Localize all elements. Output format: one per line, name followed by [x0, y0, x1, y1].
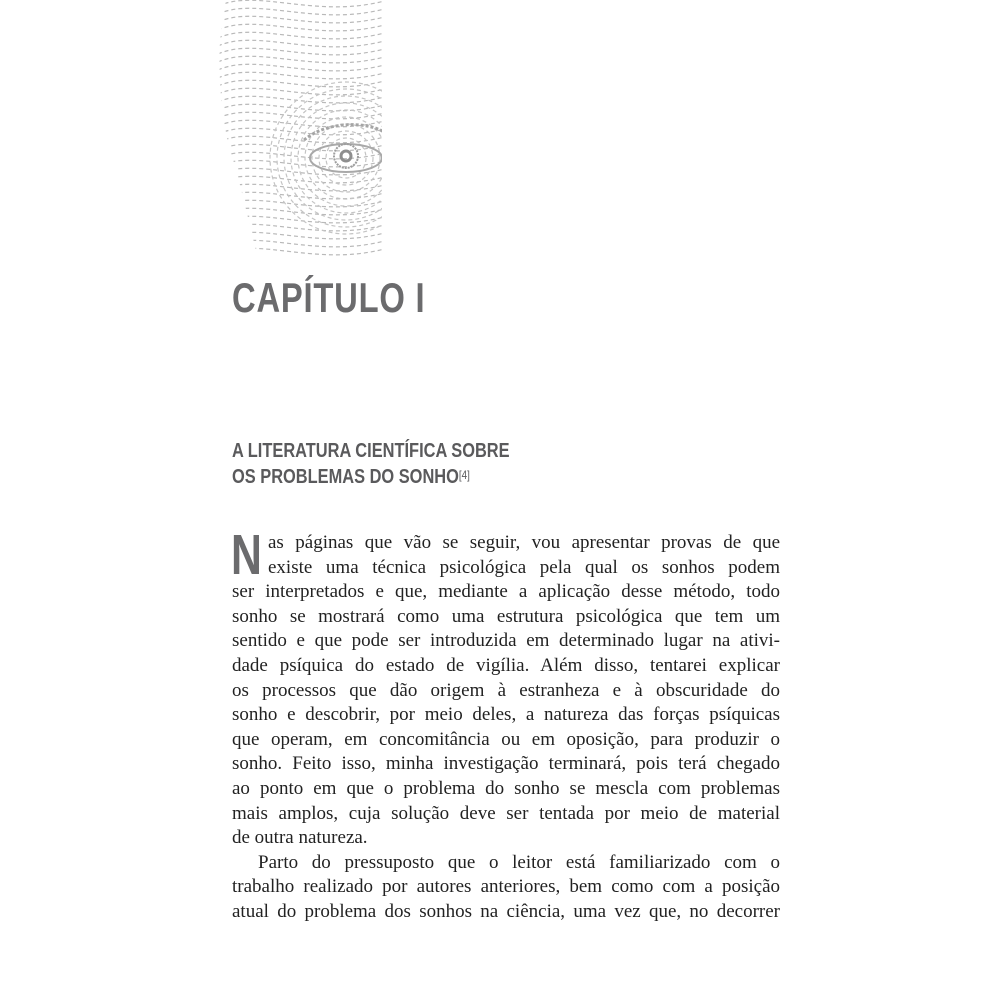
paragraph [231, 523, 780, 851]
section-heading-line-1: A LITERATURA CIENTÍFICA SOBRE [232, 440, 510, 462]
text-line: atual do problema dos sonhos na ciência, uma vez que, no decorrer [232, 900, 780, 922]
engraved-eye-illustration [218, 0, 384, 260]
text-line: que operam, em concomitância ou em oposição, para produzir o [232, 728, 780, 750]
text-line: ser interpretados e que, mediante a aplicação desse método, todo [232, 581, 780, 603]
drop-cap: N [231, 523, 262, 587]
paragraph [232, 851, 780, 925]
body-text [231, 523, 780, 925]
section-heading-line-2: OS PROBLEMAS DO SONHO [232, 466, 459, 488]
text-line: dade psíquica do estado de vigília. Além disso, tentarei explicar [232, 654, 780, 676]
text-line: de outra natureza. [232, 827, 368, 849]
text-line: sonho e descobrir, por meio deles, a natureza das forças psíquicas [232, 704, 780, 726]
text-line: sentido e que pode ser introduzida em determinado lugar na ativi- [232, 630, 780, 652]
chapter-title: CAPÍTULO I [232, 274, 426, 321]
text-line: existe uma técnica psicológica pela qual os sonhos podem [268, 556, 780, 578]
text-line: ao ponto em que o problema do sonho se mescla com problemas [232, 777, 780, 799]
text-line: os processos que dão origem à estranheza e à obscuridade do [232, 679, 780, 701]
text-line: as páginas que vão se seguir, vou apresentar provas de que [268, 532, 780, 553]
footnote-reference[interactable]: [4] [458, 468, 470, 482]
text-line: sonho. Feito isso, minha investigação terminará, pois terá chegado [232, 753, 780, 775]
text-line: sonho se mostrará como uma estrutura psicológica que tem um [232, 605, 780, 627]
text-line: trabalho realizado por autores anteriores, bem como com a posição [232, 876, 780, 898]
text-line: Parto do pressuposto que o leitor está familiarizado com o [258, 851, 780, 873]
text-line: mais amplos, cuja solução deve ser tentada por meio de material [232, 802, 780, 824]
section-heading [232, 438, 510, 490]
